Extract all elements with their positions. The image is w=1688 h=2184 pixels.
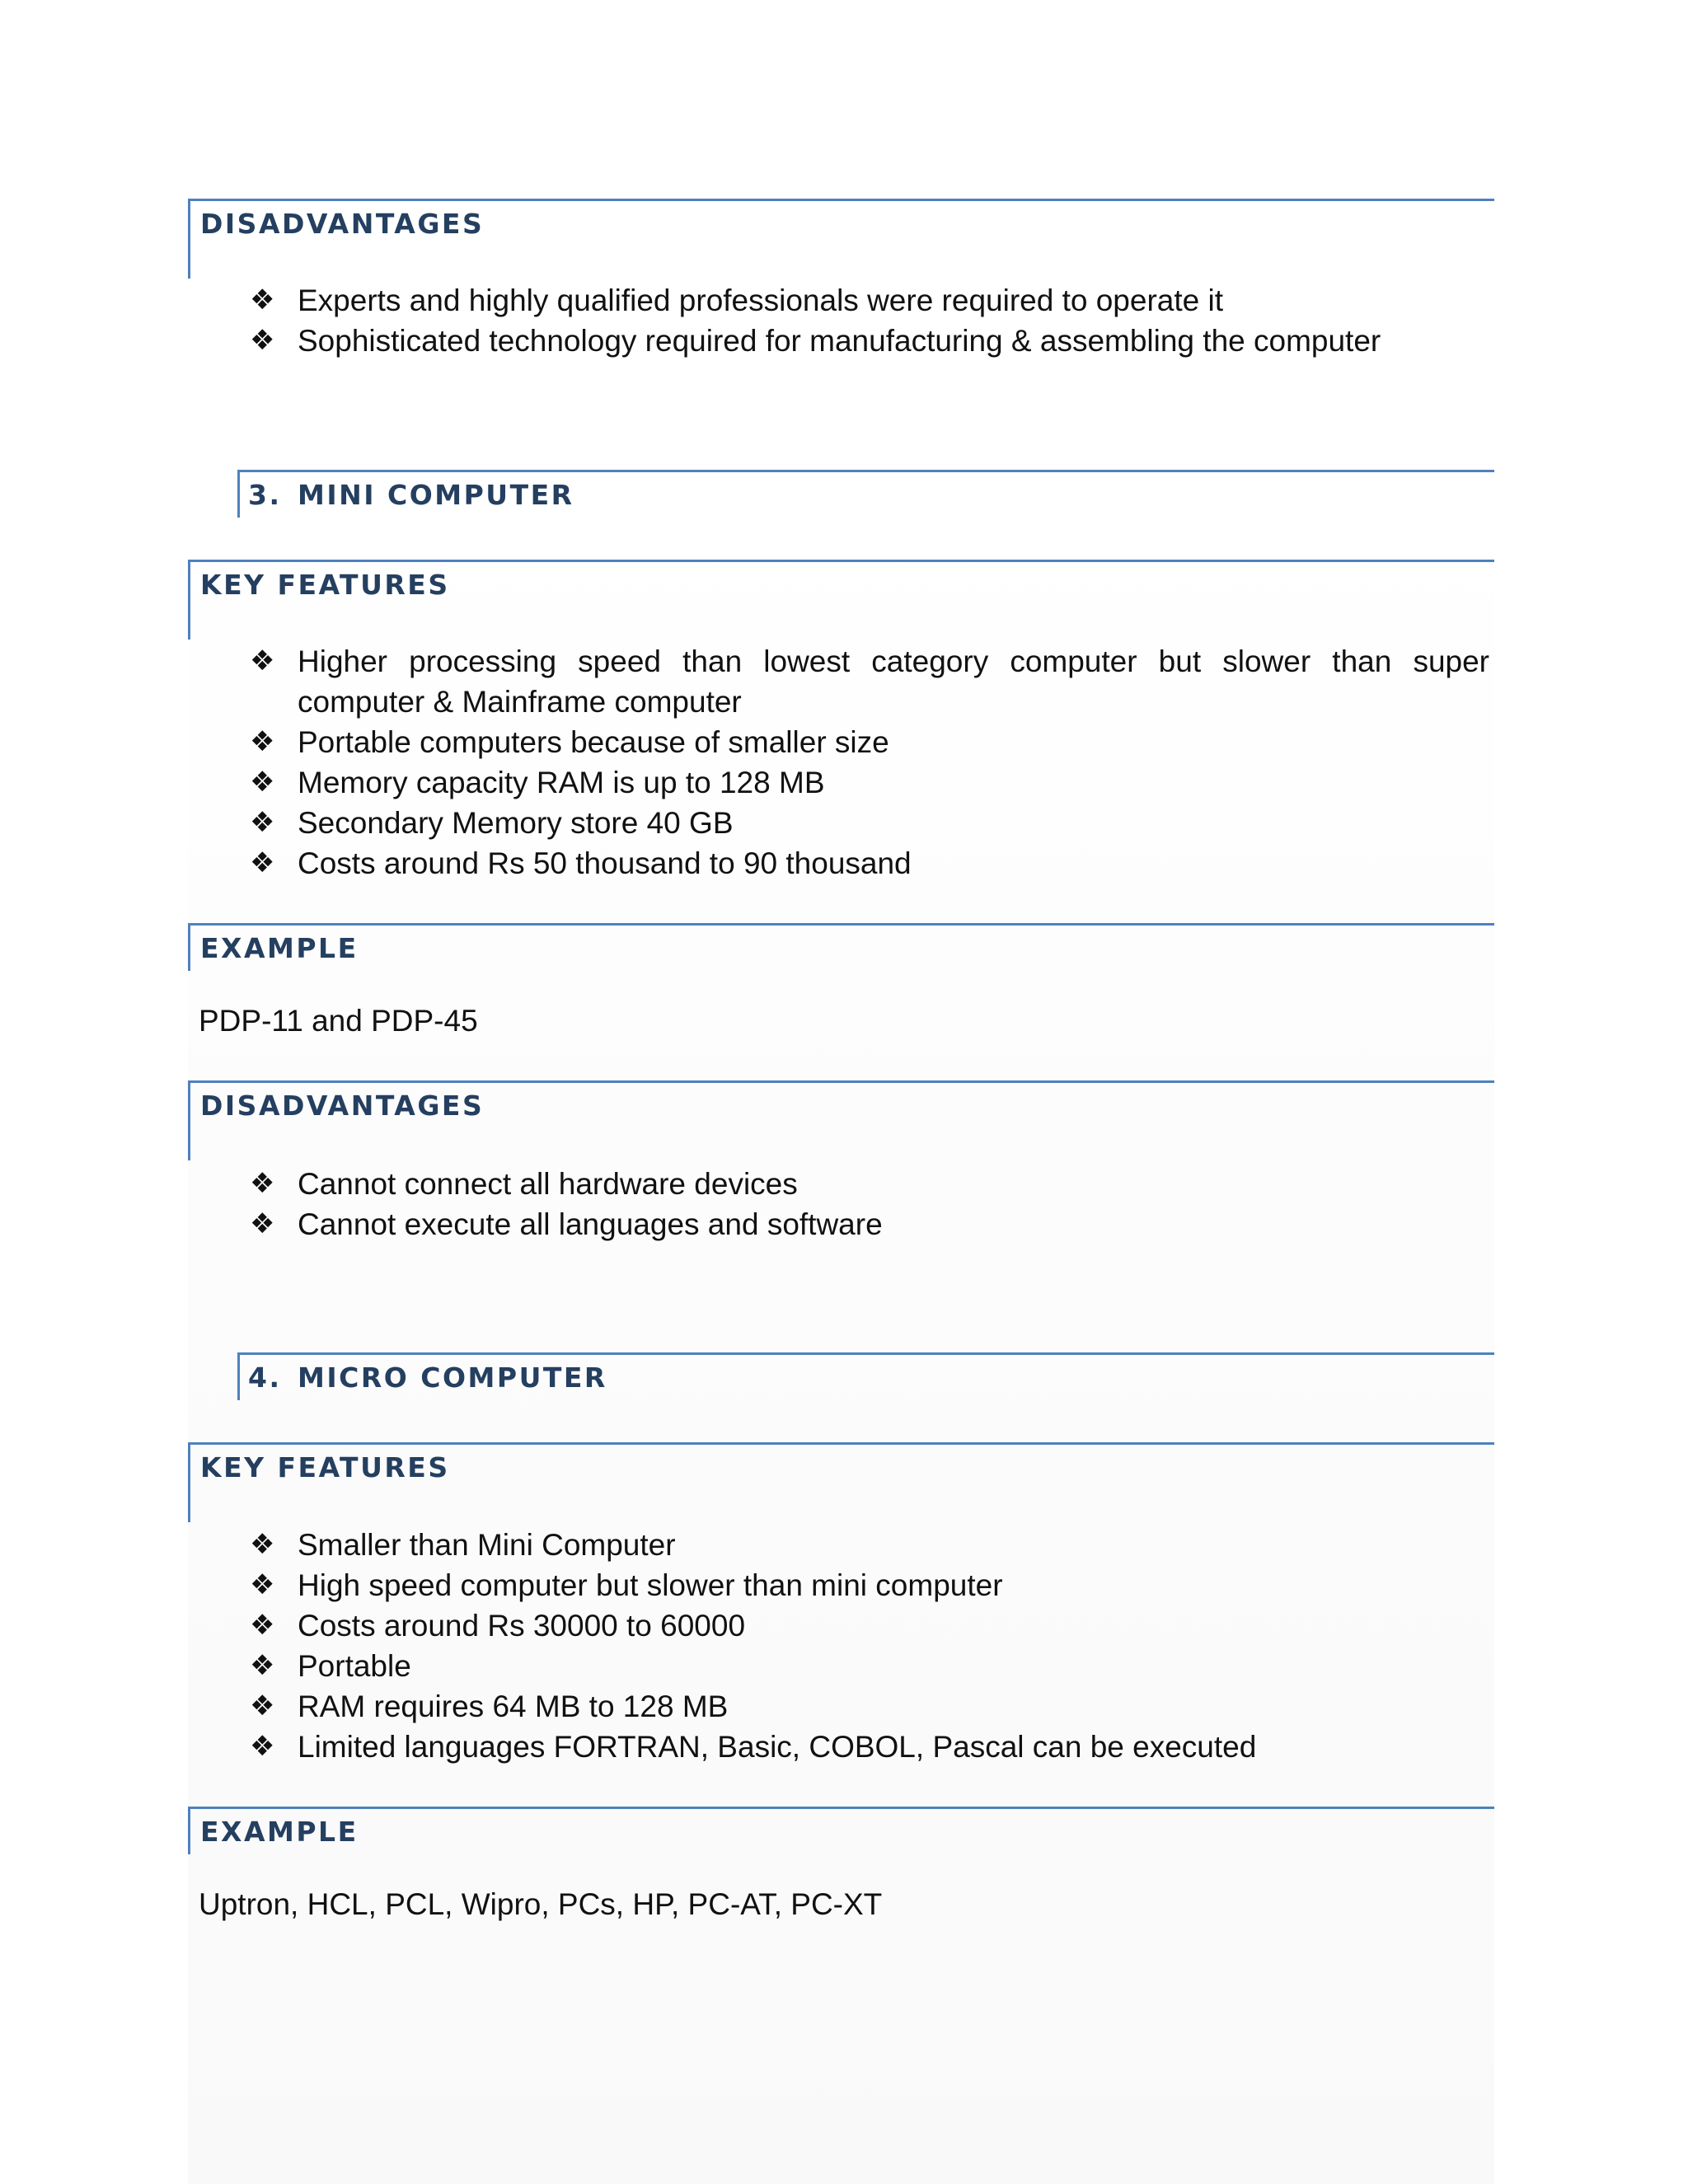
list-item: ❖ Portable computers because of smaller size: [0, 722, 1489, 762]
example-heading: [188, 923, 1494, 971]
key-features-heading: [188, 560, 1494, 640]
mini-computer-heading-text: [248, 479, 574, 511]
disadvantages-list: [0, 280, 1381, 361]
list-item: ❖ Memory capacity RAM is up to 128 MB: [0, 762, 1489, 803]
list-item: ❖ Costs around Rs 50 thousand to 90 thousand: [0, 843, 1489, 883]
four-diamond-bullet-icon: ❖: [250, 1167, 275, 1200]
section-title: MINI COMPUTER: [298, 479, 574, 511]
example-heading-text: EXAMPLE: [200, 932, 359, 964]
micro-example-text: Uptron, HCL, PCL, Wipro, PCs, HP, PC-AT, PC-XT: [199, 1887, 883, 1921]
list-item: ❖ Portable: [0, 1646, 1256, 1686]
four-diamond-bullet-icon: ❖: [250, 1207, 275, 1240]
list-item: ❖ Experts and highly qualified professionals were required to operate it: [0, 280, 1381, 321]
key-features-heading-text: KEY FEATURES: [200, 1451, 450, 1483]
four-diamond-bullet-icon: ❖: [250, 1609, 275, 1642]
four-diamond-bullet-icon: ❖: [250, 846, 275, 879]
disadvantages-heading-text: DISADVANTAGES: [200, 208, 485, 240]
micro-computer-heading-text: [248, 1361, 607, 1394]
mini-example-text: PDP-11 and PDP-45: [199, 1004, 478, 1038]
mini-computer-heading: [237, 470, 1494, 518]
list-item: ❖ Cannot connect all hardware devices: [0, 1164, 883, 1204]
list-item: ❖ Cannot execute all languages and software: [0, 1204, 883, 1244]
list-item: ❖ Costs around Rs 30000 to 60000: [0, 1605, 1256, 1646]
key-features-heading-text: KEY FEATURES: [200, 569, 450, 601]
list-item: ❖ Limited languages FORTRAN, Basic, COBOL, Pascal can be executed: [0, 1727, 1256, 1767]
key-features-heading: [188, 1442, 1494, 1522]
four-diamond-bullet-icon: ❖: [250, 806, 275, 839]
example-heading-text: EXAMPLE: [200, 1816, 359, 1848]
four-diamond-bullet-icon: ❖: [250, 1568, 275, 1601]
list-item: ❖ Smaller than Mini Computer: [0, 1525, 1256, 1565]
four-diamond-bullet-icon: ❖: [250, 1730, 275, 1763]
section-title: MICRO COMPUTER: [298, 1361, 607, 1394]
four-diamond-bullet-icon: ❖: [250, 1649, 275, 1682]
micro-computer-heading: [237, 1352, 1494, 1400]
list-item: ❖ Secondary Memory store 40 GB: [0, 803, 1489, 843]
micro-features-list: [0, 1525, 1256, 1767]
four-diamond-bullet-icon: ❖: [250, 725, 275, 758]
list-item: ❖ Higher processing speed than lowest category computer but slower than super computer & Mainframe computer: [0, 641, 1489, 722]
section-number: 3.: [248, 479, 282, 511]
mini-disadvantages-list: [0, 1164, 883, 1244]
example-heading: [188, 1807, 1494, 1854]
four-diamond-bullet-icon: ❖: [250, 284, 275, 316]
disadvantages-heading-text: DISADVANTAGES: [200, 1090, 485, 1122]
four-diamond-bullet-icon: ❖: [250, 1690, 275, 1722]
mini-features-list: [0, 641, 1489, 883]
four-diamond-bullet-icon: ❖: [250, 644, 275, 677]
four-diamond-bullet-icon: ❖: [250, 324, 275, 357]
list-item: ❖ RAM requires 64 MB to 128 MB: [0, 1686, 1256, 1727]
list-item: ❖ High speed computer but slower than mini computer: [0, 1565, 1256, 1605]
disadvantages-heading: [188, 1080, 1494, 1160]
four-diamond-bullet-icon: ❖: [250, 1528, 275, 1561]
disadvantages-heading: [188, 199, 1494, 279]
four-diamond-bullet-icon: ❖: [250, 766, 275, 799]
section-number: 4.: [248, 1361, 282, 1394]
list-item: ❖ Sophisticated technology required for manufacturing & assembling the computer: [0, 321, 1381, 361]
